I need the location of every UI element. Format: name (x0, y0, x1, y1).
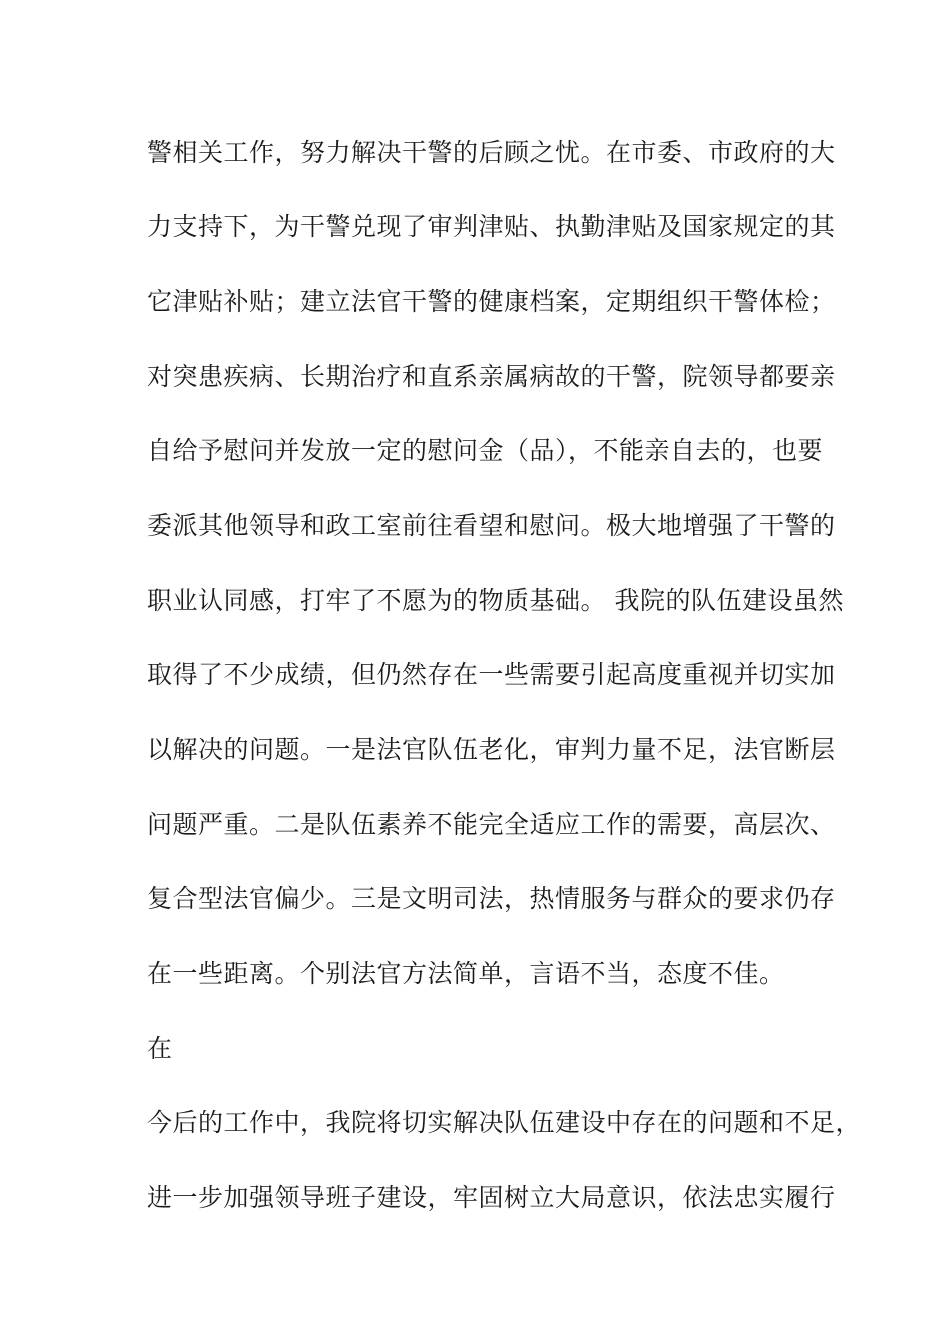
text-line: 复合型法官偏少。三是文明司法，热情服务与群众的要求仍存 (147, 884, 836, 913)
text-line: 取得了不少成绩，但仍然存在一些需要引起高度重视并切实加 (147, 660, 836, 689)
text-line: 对突患疾病、长期治疗和直系亲属病故的干警，院领导都要亲 (147, 362, 836, 391)
text-line: 自给予慰问并发放一定的慰问金（品），不能亲自去的，也要 (147, 436, 824, 465)
text-line: 警相关工作，努力解决干警的后顾之忧。在市委、市政府的大 (147, 138, 836, 167)
text-line: 进一步加强领导班子建设，牢固树立大局意识，依法忠实履行 (147, 1183, 836, 1212)
text-line: 力支持下，为干警兑现了审判津贴、执勤津贴及国家规定的其 (147, 212, 836, 241)
text-line: 以解决的问题。一是法官队伍老化，审判力量不足，法官断层 (147, 735, 836, 764)
text-line: 委派其他领导和政工室前往看望和慰问。极大地增强了干警的 (147, 511, 836, 540)
text-line: 职业认同感，打牢了不愿为的物质基础。 我院的队伍建设虽然 (147, 586, 844, 615)
text-line: 问题严重。二是队伍素养不能完全适应工作的需要，高层次、 (147, 810, 836, 839)
text-line: 在 (147, 1034, 173, 1063)
text-line: 在一些距离。个别法官方法简单，言语不当，态度不佳。 (147, 959, 785, 988)
text-line: 今后的工作中，我院将切实解决队伍建设中存在的问题和不足， (147, 1108, 862, 1137)
text-line: 它津贴补贴；建立法官干警的健康档案，定期组织干警体检； (147, 287, 836, 316)
